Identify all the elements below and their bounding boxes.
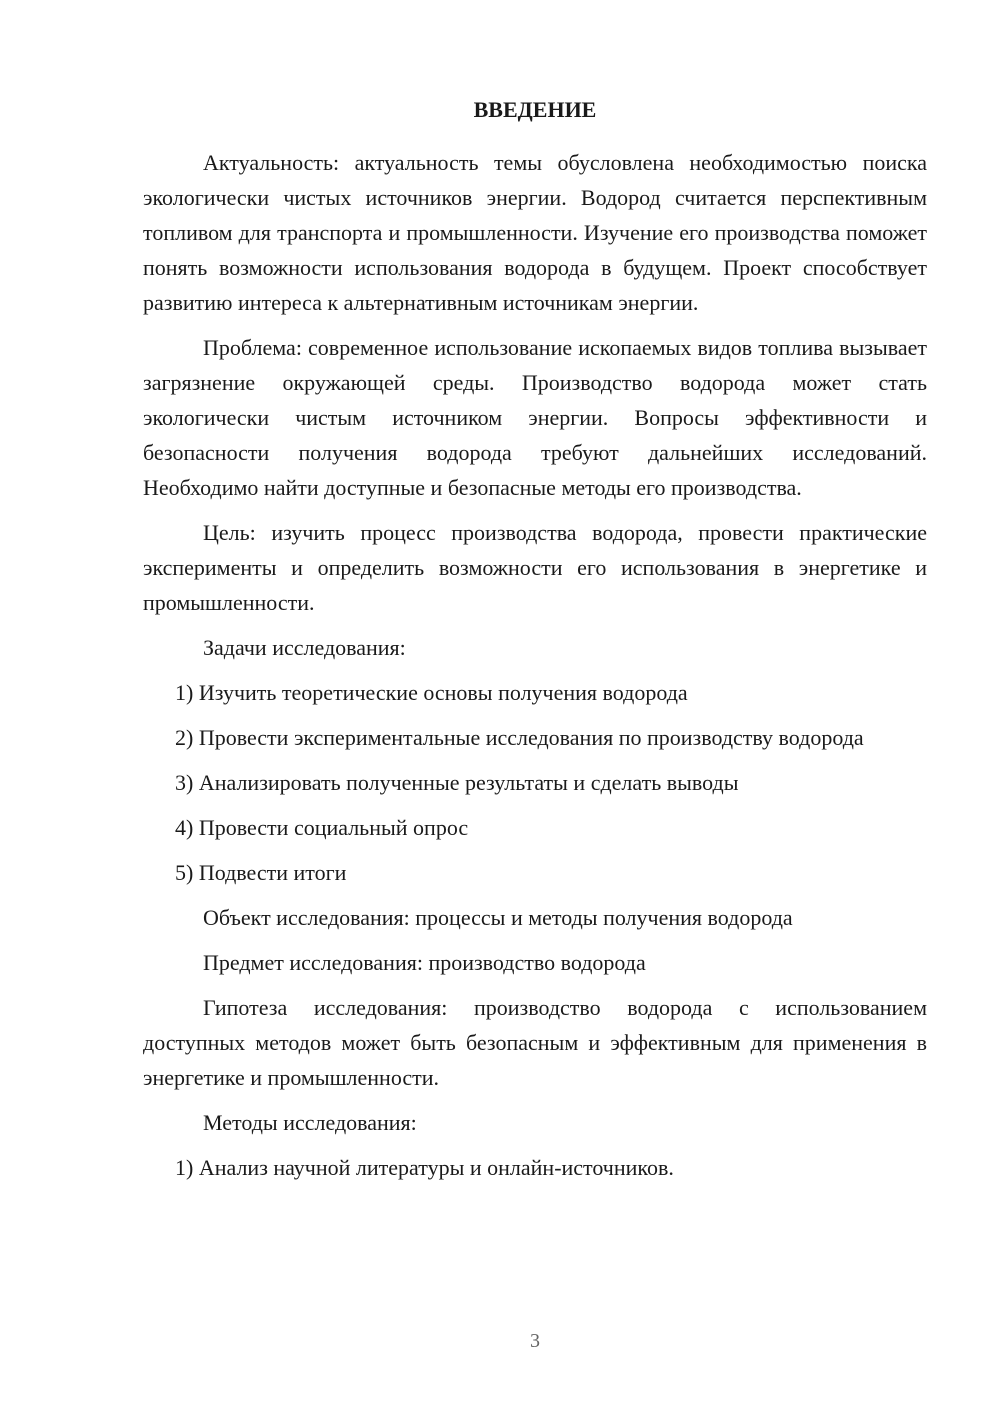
document-body [143,92,927,1195]
methods-heading: Методы исследования: [203,1110,417,1135]
tasks-heading: Задачи исследования: [203,635,406,660]
page-number: 3 [530,1330,540,1352]
method-item: 1) Анализ научной литературы и онлайн-источников. [175,1155,674,1180]
goal-paragraph: Цель: изучить процесс производства водорода, провести практические эксперименты и определить возможности его использования в энергетике и промышленности. [143,520,927,615]
section-title: ВВЕДЕНИЕ [473,97,597,122]
object-line: Объект исследования: процессы и методы получения водорода [203,905,793,930]
relevance-paragraph: Актуальность: актуальность темы обусловлена необходимостью поиска экологически чистых источников энергии. Водород считается перспективным топливом для транспорта и промышленности. Изучение его производства поможет понять возможности использования водорода в будущем. Проект способствует развитию интереса к альтернативным источникам энергии. [143,150,927,315]
hypothesis-paragraph: Гипотеза исследования: производство водорода с использованием доступных методов может быть безопасным и эффективным для применения в энергетике и промышленности. [143,995,927,1090]
task-item: 2) Провести экспериментальные исследования по производству водорода [175,725,864,750]
task-item: 1) Изучить теоретические основы получения водорода [175,680,688,705]
task-item: 4) Провести социальный опрос [175,815,469,840]
subject-line: Предмет исследования: производство водорода [203,950,646,975]
task-item: 3) Анализировать полученные результаты и сделать выводы [175,770,739,795]
problem-paragraph: Проблема: современное использование ископаемых видов топлива вызывает загрязнение окружающей среды. Производство водорода может стать экологически чистым источником энергии. Вопросы эффективности и безопасности получения водорода требуют дальнейших исследований. Необходимо найти доступные и безопасные методы его производства. [143,335,927,500]
task-item: 5) Подвести итоги [175,860,347,885]
